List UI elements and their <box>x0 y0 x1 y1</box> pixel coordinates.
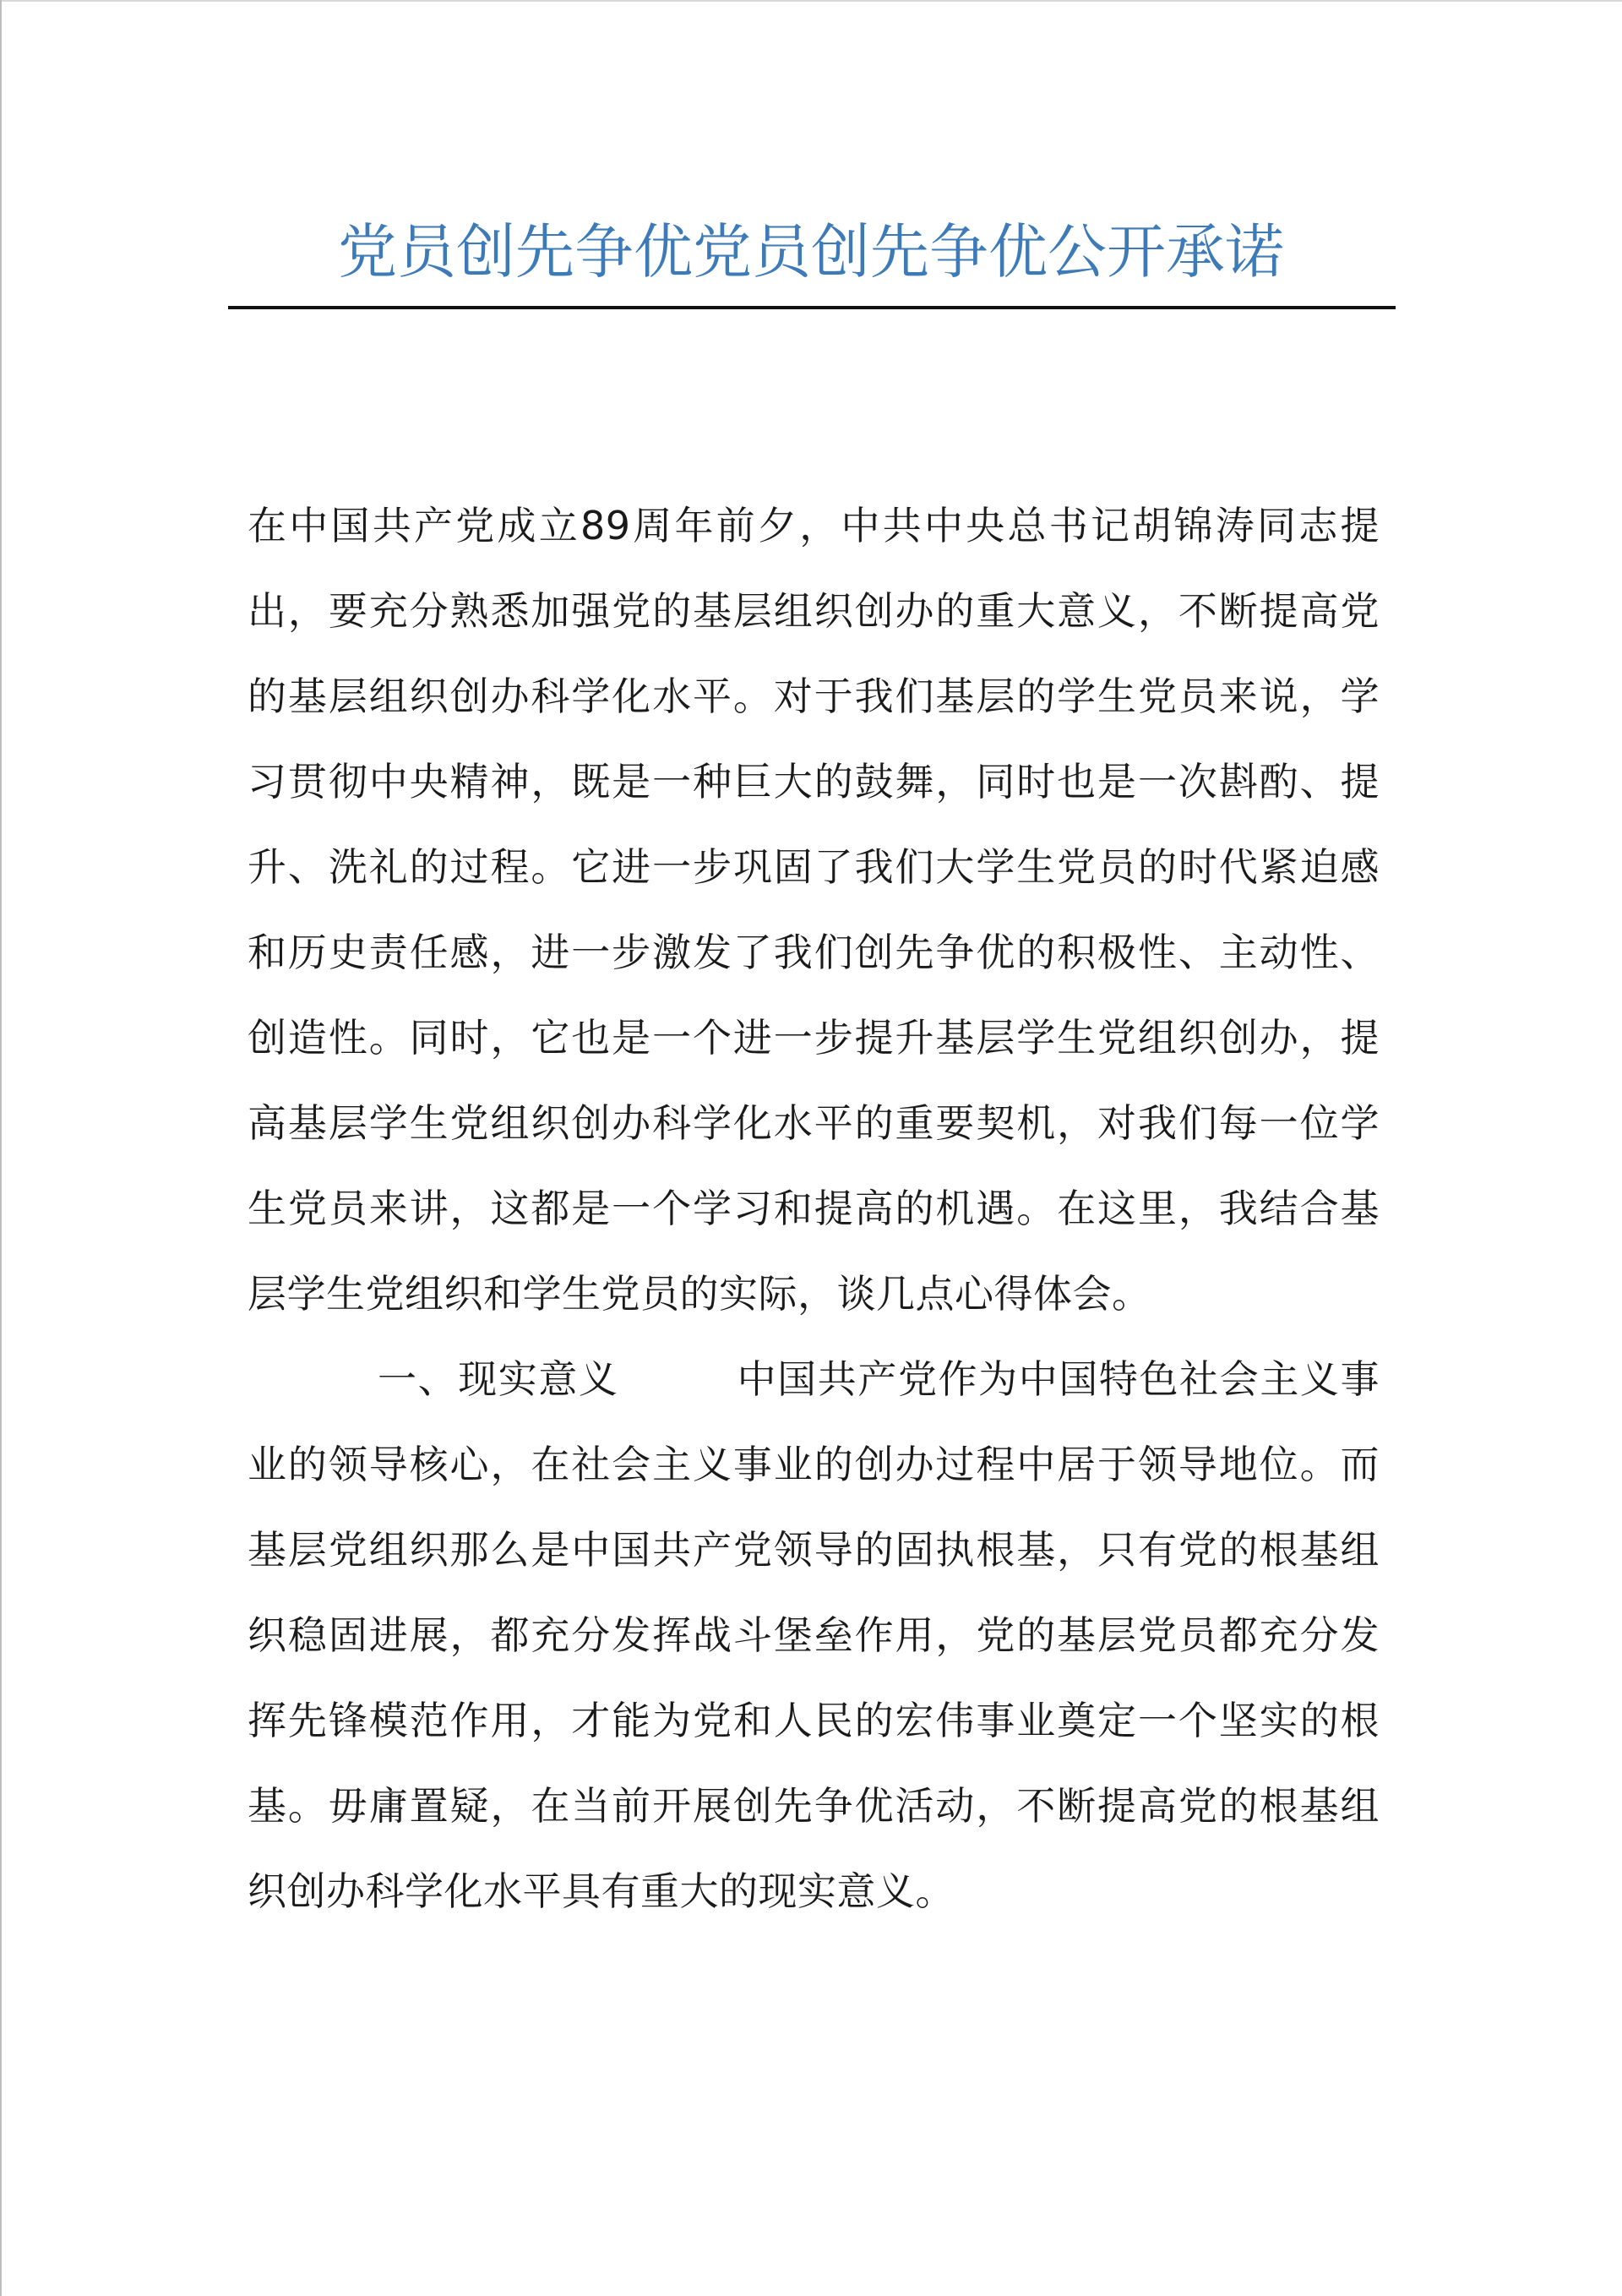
title-underline <box>228 306 1396 309</box>
section-1-body: 中国共产党作为中国特色社会主义事业的领导核心，在社会主义事业的创办过程中居于领导地位。而基层党组织那么是中国共产党领导的固执根基，只有党的根基组织稳固进展，都充分发挥战斗堡垒作用，党的基层党员都充分发挥先锋模范作用，才能为党和人民的宏伟事业奠定一个坚实的根基。毋庸置疑，在当前开展创先争优活动，不断提高党的根基组织创办科学化水平具有重大的现实意义。 <box>248 1356 1380 1914</box>
document-body <box>248 483 1380 1934</box>
page-top-edge <box>0 0 1622 2</box>
section-1-heading: 一、现实意义 <box>378 1356 619 1402</box>
section-1-paragraph <box>248 1337 1380 1934</box>
page-left-edge <box>0 0 2 2296</box>
intro-paragraph: 在中国共产党成立89周年前夕，中共中央总书记胡锦涛同志提出，要充分熟悉加强党的基层组织创办的重大意义，不断提高党的基层组织创办科学化水平。对于我们基层的学生党员来说，学习贯彻中央精神，既是一种巨大的鼓舞，同时也是一次斟酌、提升、洗礼的过程。它进一步巩固了我们大学生党员的时代紧迫感和历史责任感，进一步激发了我们创先争优的积极性、主动性、创造性。同时，它也是一个进一步提升基层学生党组织创办，提高基层学生党组织创办科学化水平的重要契机，对我们每一位学生党员来讲，这都是一个学习和提高的机遇。在这里，我结合基层学生党组织和学生党员的实际，谈几点心得体会。 <box>248 503 1380 1317</box>
document-title: 党员创先争优党员创先争优公开承诺 <box>338 217 1284 286</box>
